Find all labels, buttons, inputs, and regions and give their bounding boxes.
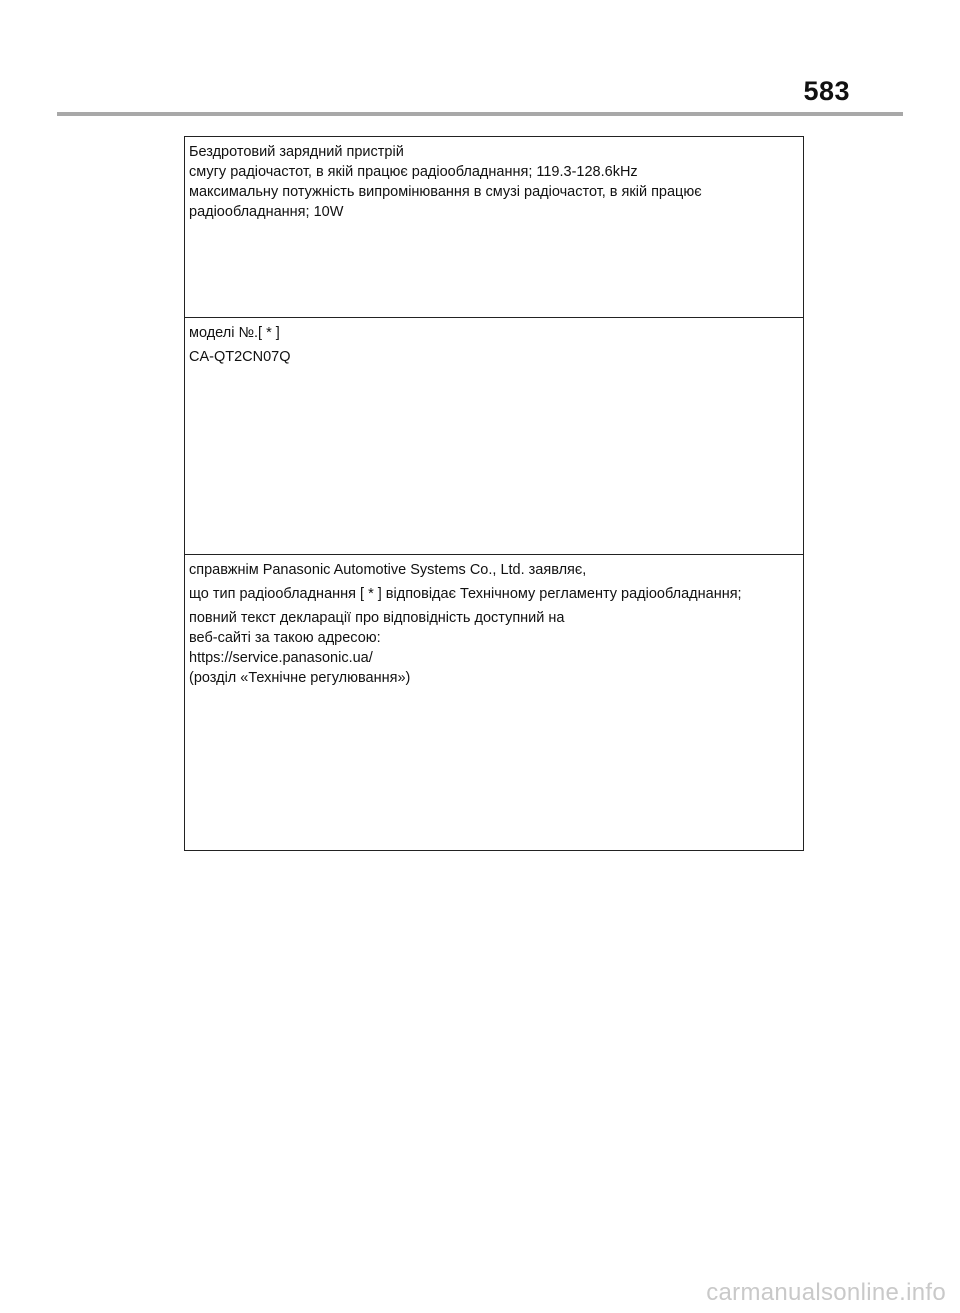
cell-text-line: веб-сайті за такою адресою:: [189, 630, 381, 646]
cell-text-line: (розділ «Технічне регулювання»): [189, 670, 411, 686]
page-number: 583: [803, 76, 850, 106]
cell-text-line: моделі №.[ * ]: [189, 325, 280, 341]
cell-text-line: повний текст декларації про відповідність доступний на: [189, 610, 565, 626]
cell-text-line: справжнім Panasonic Automotive Systems Co., Ltd. заявляє,: [189, 562, 587, 578]
declaration-table: [184, 136, 804, 851]
header-rule: [57, 112, 903, 116]
cell-text-line: https://service.panasonic.ua/: [189, 650, 373, 666]
cell-text-line: максимальну потужність випромінювання в смузі радіочастот, в якій працює: [189, 184, 702, 200]
cell-text-line: радіообладнання; 10W: [189, 204, 344, 220]
table-cell-device: [185, 137, 803, 318]
cell-text-line: Бездротовий зарядний пристрій: [189, 144, 404, 160]
cell-text-line: CA-QT2CN07Q: [189, 349, 291, 365]
table-cell-model: [185, 318, 803, 555]
cell-text-line: смугу радіочастот, в якій працює радіообладнання; 119.3-128.6kHz: [189, 164, 638, 180]
footer-watermark: carmanualsonline.info: [706, 1279, 946, 1306]
table-cell-declaration: [185, 555, 803, 850]
cell-text-line: що тип радіообладнання [ * ] відповідає Технічному регламенту радіообладнання;: [189, 586, 742, 602]
